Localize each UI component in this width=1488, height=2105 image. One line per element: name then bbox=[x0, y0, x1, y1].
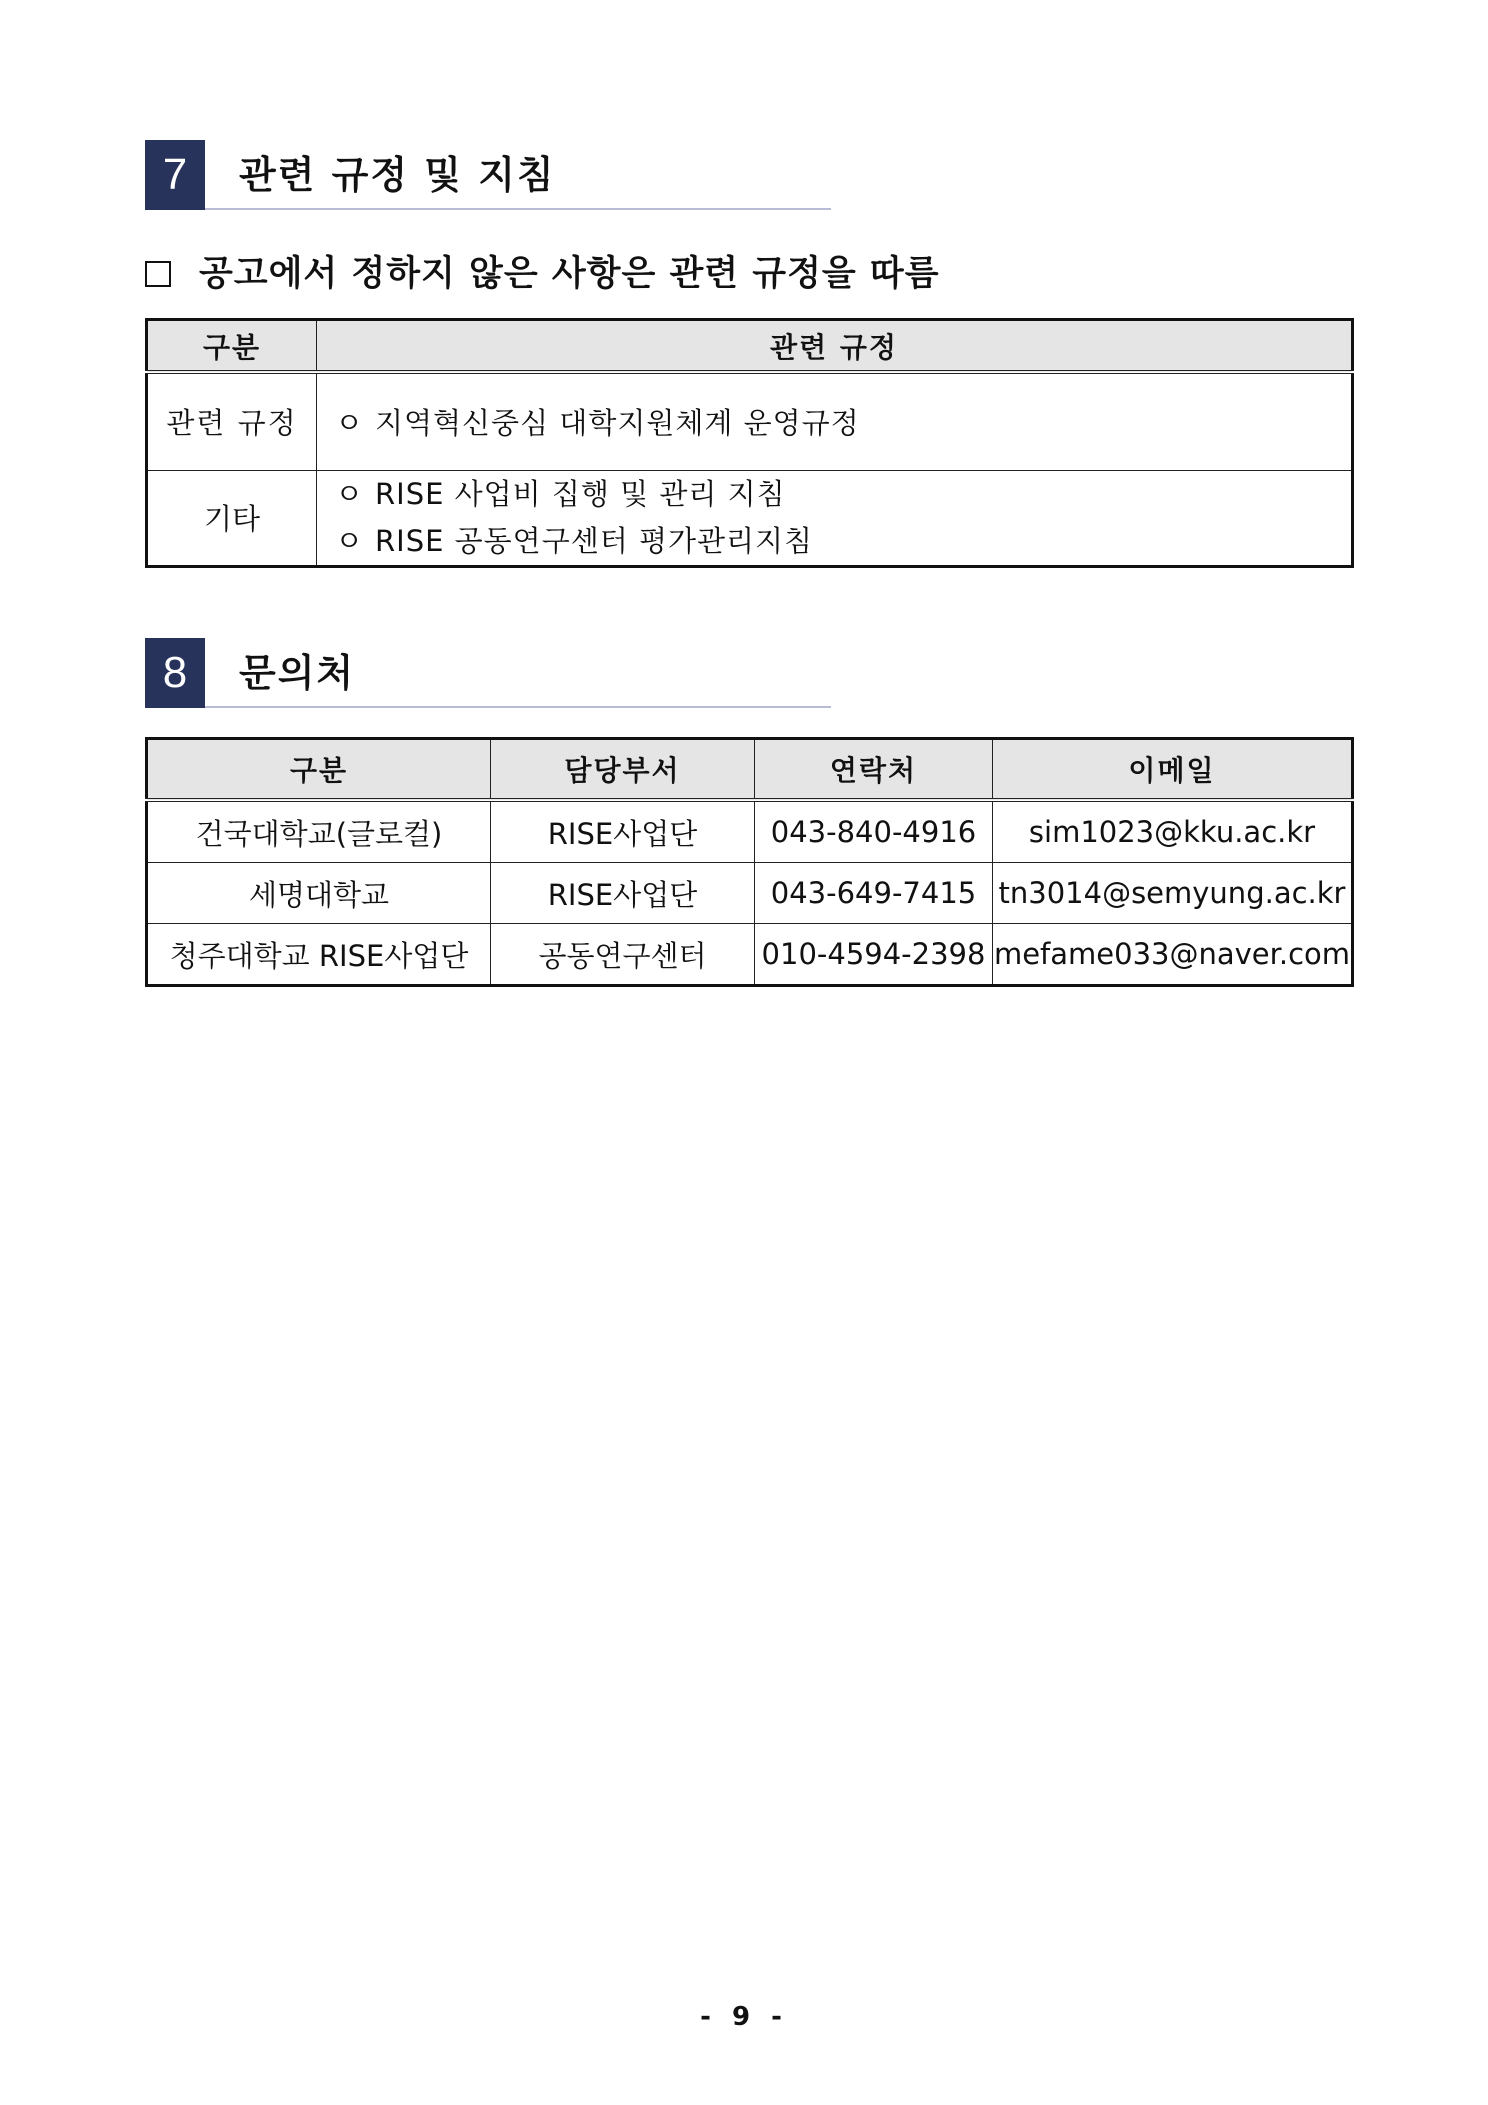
list-item: ㅇ 지역혁신중심 대학지원체계 운영규정 bbox=[317, 401, 1351, 442]
checkbox-square-icon bbox=[145, 261, 171, 287]
note-text: 공고에서 정하지 않은 사항은 관련 규정을 따름 bbox=[199, 254, 940, 294]
table-row bbox=[147, 924, 1353, 986]
table-row bbox=[147, 470, 1353, 566]
section-number: 8 bbox=[145, 638, 205, 708]
section-8-heading bbox=[145, 638, 831, 708]
rules-table bbox=[145, 318, 1354, 568]
section-7-heading bbox=[145, 140, 831, 210]
section-title: 문의처 bbox=[239, 651, 356, 695]
category-cell: 관련 규정 bbox=[147, 372, 317, 470]
table-header-row bbox=[147, 739, 1353, 801]
list-item: ㅇ RISE 공동연구센터 평가관리지침 bbox=[317, 518, 1351, 565]
phone-cell: 010-4594-2398 bbox=[755, 924, 993, 986]
column-header: 연락처 bbox=[755, 739, 993, 801]
column-header: 관련 규정 bbox=[317, 320, 1353, 373]
email-cell: sim1023@kku.ac.kr bbox=[993, 800, 1353, 863]
bullet-icon: ㅇ bbox=[335, 523, 365, 558]
category-cell: 기타 bbox=[147, 470, 317, 566]
dept-cell: 공동연구센터 bbox=[491, 924, 755, 986]
table-header-row bbox=[147, 320, 1353, 373]
section-underline bbox=[205, 706, 831, 708]
section-number: 7 bbox=[145, 140, 205, 210]
dept-cell: RISE사업단 bbox=[491, 800, 755, 863]
column-header: 구분 bbox=[147, 320, 317, 373]
bullet-icon: ㅇ bbox=[335, 406, 365, 441]
column-header: 구분 bbox=[147, 739, 491, 801]
phone-cell: 043-840-4916 bbox=[755, 800, 993, 863]
page-number: - 9 - bbox=[700, 2002, 788, 2032]
org-cell: 청주대학교 RISE사업단 bbox=[147, 924, 491, 986]
phone-cell: 043-649-7415 bbox=[755, 863, 993, 924]
email-cell: mefame033@naver.com bbox=[993, 924, 1353, 986]
org-cell: 건국대학교(글로컬) bbox=[147, 800, 491, 863]
section-title: 관련 규정 및 지침 bbox=[239, 153, 556, 197]
column-header: 담당부서 bbox=[491, 739, 755, 801]
dept-cell: RISE사업단 bbox=[491, 863, 755, 924]
table-row bbox=[147, 800, 1353, 863]
section-underline bbox=[205, 208, 831, 210]
column-header: 이메일 bbox=[993, 739, 1353, 801]
org-cell: 세명대학교 bbox=[147, 863, 491, 924]
rules-cell bbox=[317, 470, 1353, 566]
rules-cell bbox=[317, 372, 1353, 470]
table-row bbox=[147, 863, 1353, 924]
bullet-icon: ㅇ bbox=[335, 476, 365, 511]
contacts-table bbox=[145, 737, 1354, 987]
email-cell: tn3014@semyung.ac.kr bbox=[993, 863, 1353, 924]
list-item: ㅇ RISE 사업비 집행 및 관리 지침 bbox=[317, 471, 1351, 518]
table-row bbox=[147, 372, 1353, 470]
